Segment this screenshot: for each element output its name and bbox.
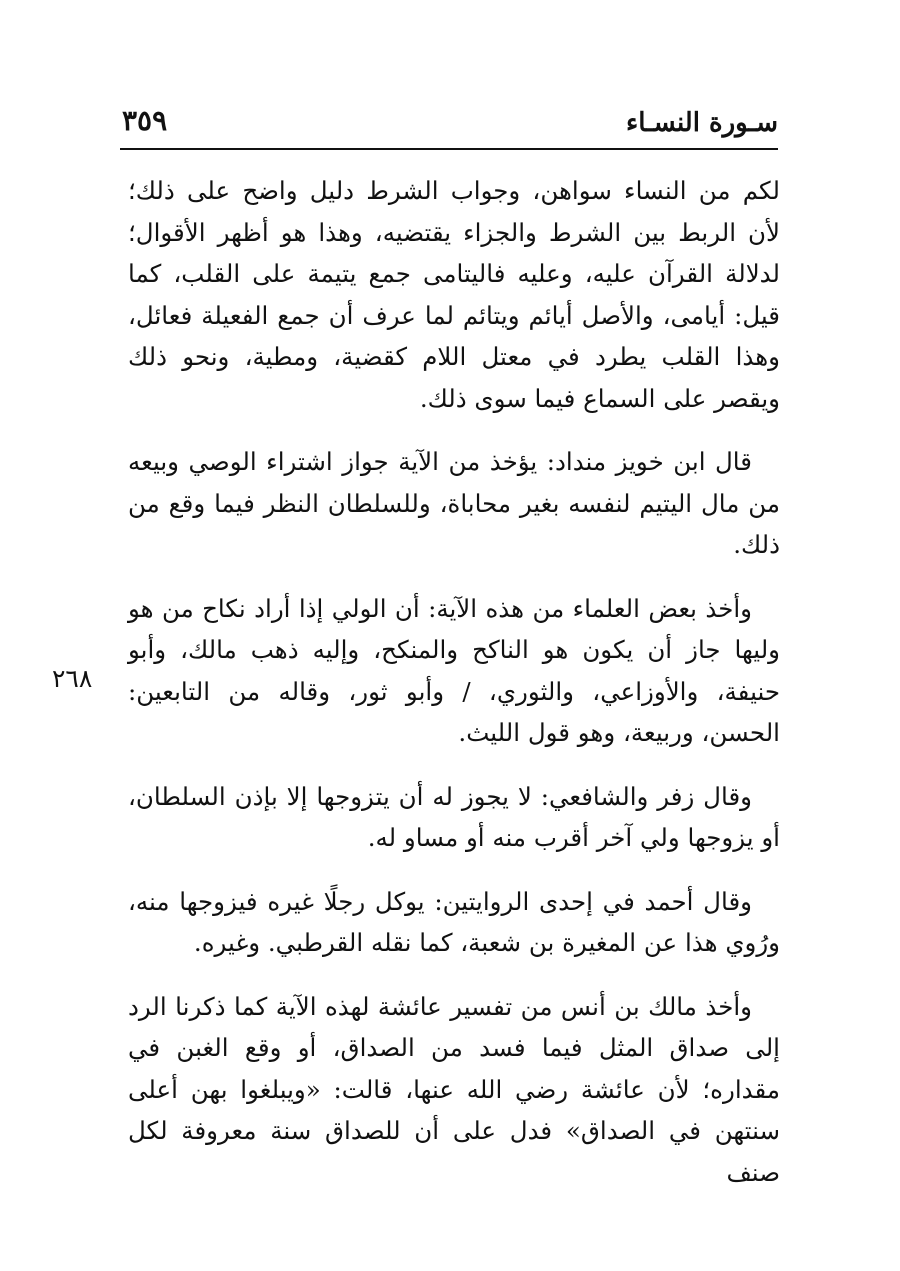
paragraph: وأخذ بعض العلماء من هذه الآية: أن الولي إذا أراد نكاح من هو وليها جاز أن يكون هو الناكح والمنكح، وإليه ذهب مالك، وأبو حنيفة، والأوزاعي، والثوري، / وأبو ثور، وقاله من التابعين: الحسن، وربيعة، وهو قول الليث. [128, 593, 780, 747]
page-header [120, 96, 778, 150]
paragraph: قال ابن خويز منداد: يؤخذ من الآية جواز اشتراء الوصي وبيعه من مال اليتيم لنفسه بغير محاباة، وللسلطان النظر فيما وقع من ذلك. [128, 447, 780, 559]
paragraph: وقال أحمد في إحدى الروايتين: يوكل رجلًا غيره فيزوجها منه، ورُوي هذا عن المغيرة بن شعبة، كما نقله القرطبي. وغيره. [128, 886, 780, 957]
paragraph: وقال زفر والشافعي: لا يجوز له أن يتزوجها إلا بإذن السلطان، أو يزوجها ولي آخر أقرب منه أو مساو له. [128, 781, 780, 852]
surah-title: سـورة النسـاء [625, 108, 778, 138]
margin-page-reference: ٢٦٨ [52, 664, 93, 693]
paragraph: وأخذ مالك بن أنس من تفسير عائشة لهذه الآية كما ذكرنا الرد إلى صداق المثل فيما فسد من الصداق، أو وقع الغبن في مقداره؛ لأن عائشة رضي الله عنها، قالت: «ويبلغوا بهن أعلى سنتهن في الصداق» فدل على أن للصداق سنة معروفة لكل صنف [128, 991, 780, 1187]
page-number: ٣٥٩ [122, 104, 168, 137]
page-body [128, 170, 780, 1215]
paragraph: لكم من النساء سواهن، وجواب الشرط دليل واضح على ذلك؛ لأن الربط بين الشرط والجزاء يقتضيه، وهذا هو أظهر الأقوال؛ لدلالة القرآن عليه، وعليه فاليتامى جمع يتيمة على القلب، كما قيل: أيامى، والأصل أيائم ويتائم لما عرف أن جمع الفعيلة فعائل، وهذا القلب يطرد في معتل اللام كقضية، ومطية، ونحو ذلك ويقصر على السماع فيما سوى ذلك. [128, 176, 780, 413]
